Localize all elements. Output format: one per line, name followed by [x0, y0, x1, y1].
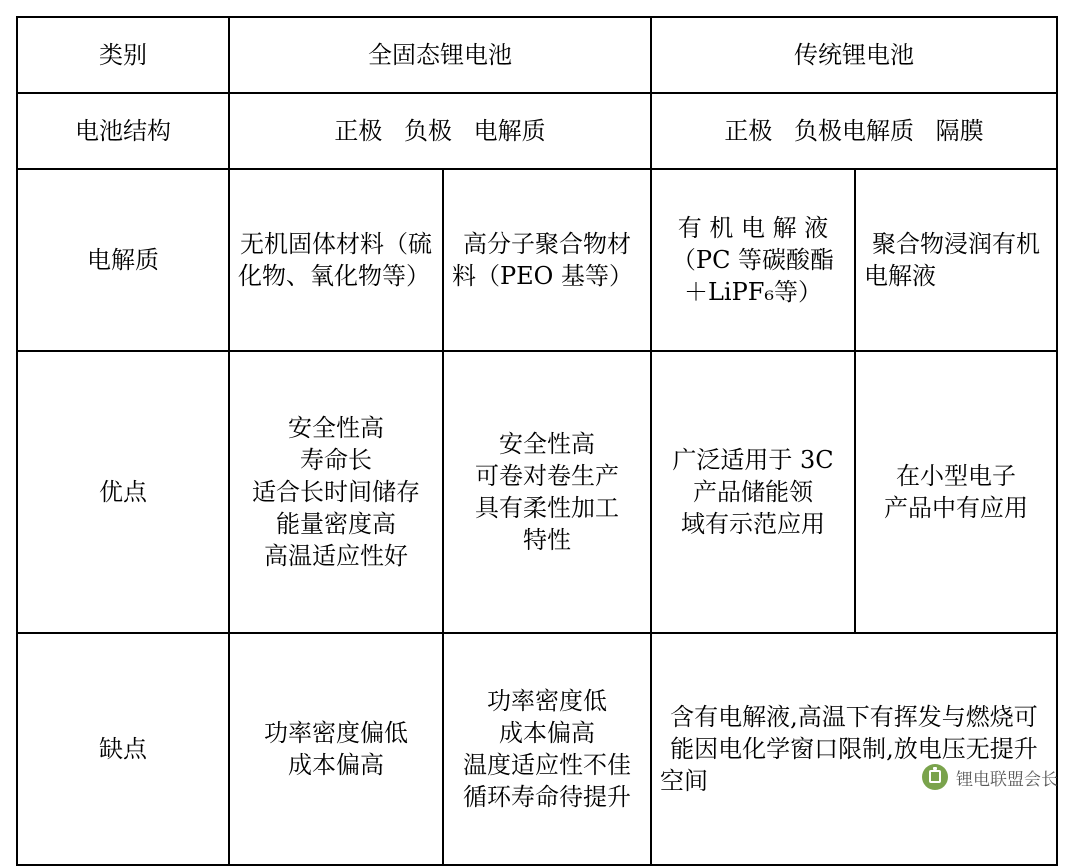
cons-ss-polymer-line-0: 功率密度低: [487, 686, 607, 715]
pros-ss-inorganic-line-1: 寿命长: [300, 445, 372, 474]
structure-tr-part-1: 负极电解质: [794, 116, 914, 145]
electrolyte-tr-polymer: 聚合物浸润有机电解液: [855, 169, 1057, 351]
pros-ss-inorganic-line-3: 能量密度高: [276, 510, 396, 539]
pros-ss-inorganic-line-0: 安全性高: [288, 413, 384, 442]
structure-solid-state: [229, 93, 651, 169]
pros-tr-organic-line-0: 广泛适用于 3C: [672, 445, 834, 474]
pros-tr-polymer: [855, 351, 1057, 633]
table-row-pros: [17, 351, 1057, 633]
pros-ss-polymer-line-0: 安全性高: [499, 429, 595, 458]
pros-ss-inorganic-line-2: 适合长时间储存: [252, 477, 420, 506]
electrolyte-tr-organic-line-1: （PC 等碳酸酯: [671, 245, 835, 274]
battery-badge-icon: [922, 764, 948, 790]
table-row-structure: [17, 93, 1057, 169]
header-solid-state: 全固态锂电池: [229, 17, 651, 93]
pros-tr-organic: [651, 351, 855, 633]
cons-ss-polymer-line-3: 循环寿命待提升: [463, 783, 631, 812]
pros-ss-polymer-line-3: 特性: [523, 526, 571, 555]
pros-ss-inorganic: [229, 351, 443, 633]
cons-ss-polymer: [443, 633, 651, 865]
pros-tr-organic-line-2: 域有示范应用: [681, 510, 825, 539]
row-label-electrolyte: 电解质: [17, 169, 229, 351]
structure-tr-part-0: 正极: [724, 116, 773, 145]
watermark: [922, 764, 1058, 790]
table-row-electrolyte: [17, 169, 1057, 351]
battery-comparison-table: [16, 16, 1058, 866]
cons-ss-inorganic: [229, 633, 443, 865]
structure-tr-part-2: 隔膜: [935, 116, 984, 145]
electrolyte-tr-organic-line-0: 有 机 电 解 液: [677, 213, 829, 242]
pros-ss-polymer-line-1: 可卷对卷生产: [475, 461, 619, 490]
electrolyte-tr-organic: [651, 169, 855, 351]
electrolyte-ss-polymer: 高分子聚合物材料（PEO 基等）: [443, 169, 651, 351]
row-label-cons: 缺点: [17, 633, 229, 865]
header-traditional: 传统锂电池: [651, 17, 1057, 93]
pros-ss-inorganic-line-4: 高温适应性好: [264, 542, 408, 571]
cons-ss-inorganic-line-0: 功率密度偏低: [264, 718, 408, 747]
cons-ss-polymer-line-1: 成本偏高: [499, 718, 595, 747]
pros-ss-polymer: [443, 351, 651, 633]
row-label-pros: 优点: [17, 351, 229, 633]
structure-ss-part-0: 正极: [334, 116, 383, 145]
cons-ss-polymer-line-2: 温度适应性不佳: [463, 751, 631, 779]
structure-ss-part-2: 电解质: [473, 116, 546, 145]
pros-tr-polymer-line-1: 产品中有应用: [884, 494, 1028, 522]
table-header-row: [17, 17, 1057, 93]
comparison-table-sheet: [16, 16, 1064, 812]
row-label-structure: 电池结构: [17, 93, 229, 169]
cons-ss-inorganic-line-1: 成本偏高: [288, 751, 384, 779]
electrolyte-ss-inorganic: 无机固体材料（硫化物、氧化物等）: [229, 169, 443, 351]
structure-traditional: [651, 93, 1057, 169]
pros-tr-polymer-line-0: 在小型电子: [896, 461, 1016, 490]
header-category: 类别: [17, 17, 229, 93]
electrolyte-tr-organic-line-2: ＋LiPF₆等）: [683, 278, 823, 307]
watermark-label: 锂电联盟会长: [956, 769, 1058, 789]
cons-traditional-all: 含有电解液,高温下有挥发与燃烧可能因电化学窗口限制,放电压无提升空间: [651, 633, 1057, 865]
structure-ss-part-1: 负极: [404, 116, 452, 145]
table-row-cons: [17, 633, 1057, 865]
pros-tr-organic-line-1: 产品储能领: [693, 477, 813, 506]
pros-ss-polymer-line-2: 具有柔性加工: [475, 494, 619, 522]
